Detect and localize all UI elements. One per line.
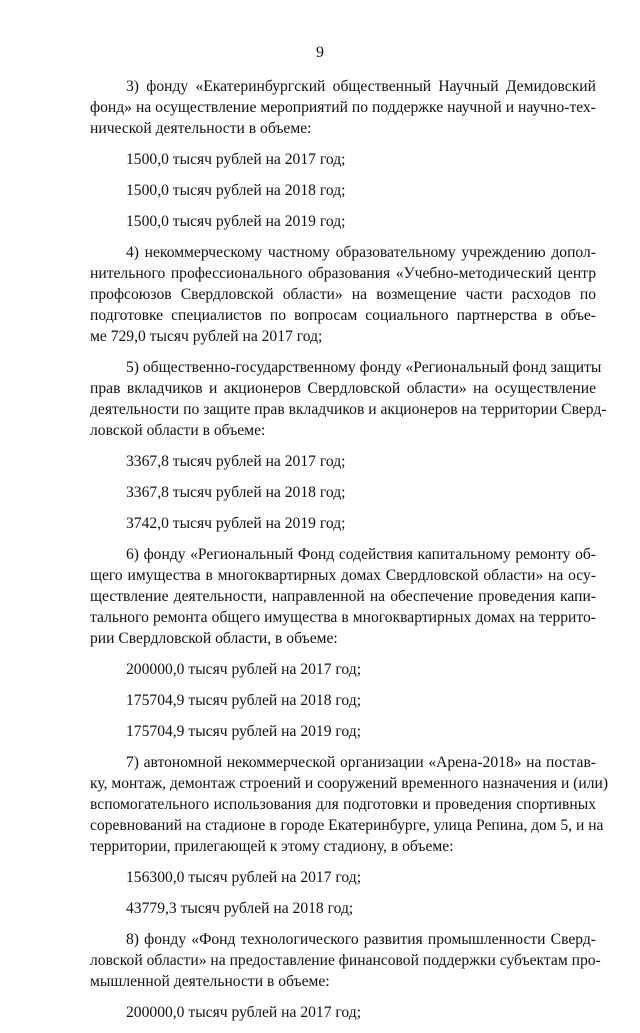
paragraph-line: прав вкладчиков и акционеров Свердловской области» на осуществление	[90, 380, 596, 397]
paragraph-line: ловской области в объеме:	[90, 422, 266, 439]
paragraph-line: тального ремонта общего имущества в многоквартирных домах на террито-	[90, 609, 596, 626]
paragraph	[90, 752, 609, 857]
paragraph-line: профсоюзов Свердловской области» на возмещение части расходов по	[90, 286, 596, 303]
paragraph-line: территории, прилегающей к этому стадиону, в объеме:	[90, 838, 454, 855]
paragraph-line: 4) некоммерческому частному образовательному учреждению допол-	[126, 244, 596, 261]
paragraph-line: 5) общественно-государственному фонду «Региональный фонд защиты	[126, 359, 602, 376]
paragraph-line: ме 729,0 тысяч рублей на 2017 год;	[90, 328, 323, 345]
paragraph-line: щего имущества в многоквартирных домах Свердловской области» на осу-	[90, 567, 596, 584]
document-body	[90, 76, 609, 1033]
paragraph-line: нительного профессионального образования «Учебно-методический центр	[90, 265, 596, 282]
funding-amount-line: 1500,0 тысяч рублей на 2019 год;	[126, 213, 346, 230]
paragraph-line: мышленной деятельности в объеме:	[90, 973, 330, 990]
funding-amount-line: 200000,0 тысяч рублей на 2017 год;	[126, 1004, 362, 1021]
paragraph-line: фонд» на осуществление мероприятий по поддержке научной и научно-тех-	[90, 99, 596, 116]
paragraph-line: рии Свердловской области, в объеме:	[90, 630, 338, 647]
funding-amount-line: 1500,0 тысяч рублей на 2017 год;	[126, 151, 346, 168]
paragraph-line: ществление деятельности, направленной на обеспечение проведения капи-	[90, 588, 596, 605]
paragraph-line: нической деятельности в объеме:	[90, 120, 312, 137]
paragraph-line: 3) фонду «Екатеринбургский общественный Научный Демидовский	[126, 78, 596, 95]
paragraph	[90, 76, 596, 139]
paragraph-line: подготовке специалистов по вопросам социального партнерства в объе-	[90, 307, 596, 324]
funding-amount-line: 1500,0 тысяч рублей на 2018 год;	[126, 182, 346, 199]
funding-amount-line: 175704,9 тысяч рублей на 2018 год;	[126, 692, 362, 709]
page-number: 9	[316, 44, 324, 61]
paragraph-line: соревнований на стадионе в городе Екатеринбурге, улица Репина, дом 5, и на	[90, 817, 604, 834]
funding-amount-line: 3742,0 тысяч рублей на 2019 год;	[126, 515, 346, 532]
paragraph-line: 8) фонду «Фонд технологического развития промышленности Сверд-	[126, 931, 596, 948]
paragraph-line: вспомогательного использования для подготовки и проведения спортивных	[90, 796, 596, 813]
paragraph-line: деятельности по защите прав вкладчиков и акционеров на территории Сверд-	[90, 401, 607, 418]
paragraph	[90, 242, 596, 347]
paragraph-line: ловской области» на предоставление финансовой поддержки субъектам про-	[90, 952, 601, 969]
funding-amount-line: 200000,0 тысяч рублей на 2017 год;	[126, 661, 362, 678]
paragraph	[90, 357, 607, 441]
paragraph-line: 6) фонду «Региональный Фонд содействия капитальному ремонту об-	[126, 546, 596, 563]
paragraph-line: ку, монтаж, демонтаж строений и сооружений временного назначения и (или)	[90, 775, 609, 792]
funding-amount-line: 3367,8 тысяч рублей на 2018 год;	[126, 484, 346, 501]
funding-amount-line: 43779,3 тысяч рублей на 2018 год;	[126, 900, 354, 917]
paragraph	[90, 544, 596, 649]
paragraph-line: 7) автономной некоммерческой организации «Арена-2018» на постав-	[126, 754, 596, 771]
funding-amount-line: 156300,0 тысяч рублей на 2017 год;	[126, 869, 362, 886]
paragraph	[90, 929, 601, 992]
funding-amount-line: 175704,9 тысяч рублей на 2019 год;	[126, 723, 362, 740]
funding-amount-line: 3367,8 тысяч рублей на 2017 год;	[126, 453, 346, 470]
